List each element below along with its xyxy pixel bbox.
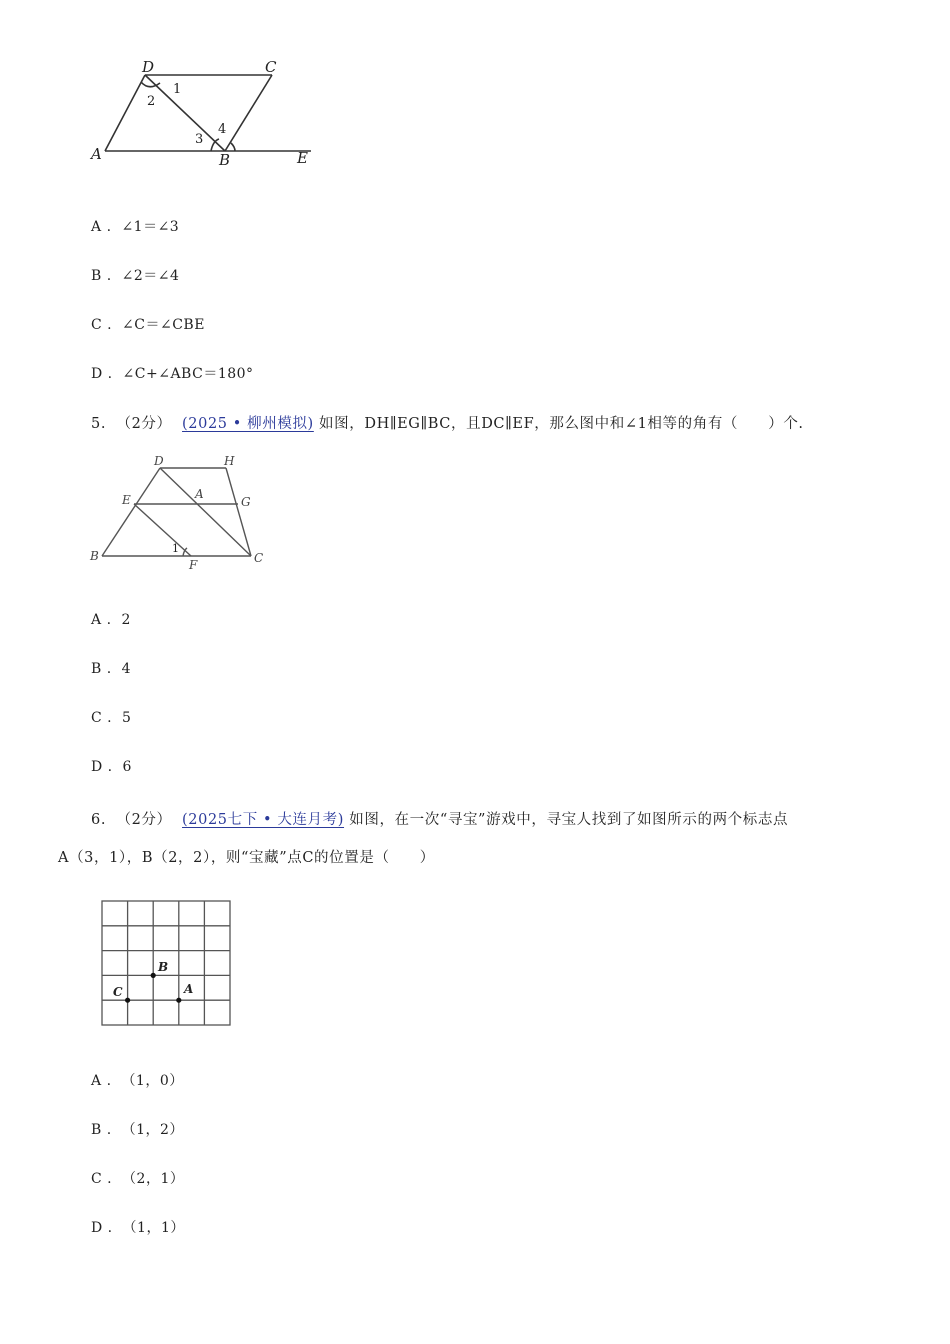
q4-figure	[85, 55, 325, 175]
q6-label-b: B	[158, 960, 169, 974]
point-b	[151, 973, 156, 978]
q5-angle-1: 1	[172, 542, 179, 555]
q5-label-f: F	[189, 558, 198, 572]
option-letter: B	[91, 1122, 102, 1138]
q6-stem-line1	[91, 808, 788, 829]
option-text: （1，1）	[122, 1220, 185, 1236]
question-number: 6.	[91, 812, 107, 828]
option-text: ∠C+∠ABC＝180°	[122, 366, 254, 382]
q4-label-b: B	[219, 151, 231, 169]
option-letter: B	[91, 661, 102, 677]
option-text: （1，0）	[121, 1073, 184, 1089]
question-text: A（3，1），B（2，2），则“宝藏”点C的位置是（ ）	[58, 850, 435, 866]
q6-grid-figure	[96, 895, 236, 1031]
q5-label-b: B	[90, 549, 99, 563]
q5-label-h: H	[224, 454, 235, 468]
option-text: 2	[121, 612, 131, 628]
q4-option-c[interactable]: C . ∠C＝∠CBE	[91, 317, 205, 333]
q6-label-a: A	[184, 982, 194, 996]
option-letter: A	[91, 1073, 102, 1089]
question-score: （2分）	[116, 812, 172, 828]
q4-label-d: D	[142, 58, 155, 76]
question-text: 如图，在一次“寻宝”游戏中，寻宝人找到了如图所示的两个标志点	[349, 812, 789, 828]
q4-angle-2: 2	[147, 94, 156, 109]
q5-label-d: D	[154, 454, 164, 468]
option-text: （1，2）	[121, 1122, 184, 1138]
q5-option-a[interactable]: A . 2	[91, 612, 131, 628]
q4-label-e: E	[297, 149, 308, 167]
option-text: （2，1）	[122, 1171, 185, 1187]
q4-angle-4: 4	[218, 122, 227, 137]
option-letter: D	[91, 366, 103, 382]
option-text: ∠C＝∠CBE	[122, 317, 205, 333]
q5-figure	[88, 452, 273, 574]
q6-option-d[interactable]: D . （1，1）	[91, 1220, 185, 1236]
option-letter: C	[91, 1171, 103, 1187]
option-letter: B	[91, 268, 102, 284]
option-text: ∠2＝∠4	[121, 268, 180, 284]
option-text: 6	[122, 759, 132, 775]
q5-label-e: E	[122, 493, 131, 507]
q5-label-g: G	[241, 495, 251, 509]
question-source-link[interactable]: (2025 • 柳州模拟)	[182, 416, 314, 432]
option-text: 4	[121, 661, 132, 677]
q5-option-c[interactable]: C . 5	[91, 710, 132, 726]
q5-option-d[interactable]: D . 6	[91, 759, 132, 775]
question-source-link[interactable]: (2025七下 • 大连月考)	[182, 812, 345, 828]
option-letter: D	[91, 1220, 103, 1236]
q4-angle-3: 3	[195, 132, 204, 147]
question-text: 如图，DH∥EG∥BC，且DC∥EF，那么图中和∠1相等的角有（ ）个.	[319, 416, 804, 432]
q4-option-a[interactable]: A . ∠1＝∠3	[91, 219, 180, 235]
q5-stem	[91, 412, 804, 433]
option-letter: C	[91, 710, 103, 726]
q4-angle-1: 1	[173, 82, 182, 97]
q6-label-c: C	[113, 985, 123, 999]
q6-option-c[interactable]: C . （2，1）	[91, 1171, 185, 1187]
q4-option-d[interactable]: D . ∠C+∠ABC＝180°	[91, 366, 254, 382]
q6-option-b[interactable]: B . （1，2）	[91, 1122, 184, 1138]
point-a	[176, 998, 181, 1003]
q5-label-c: C	[254, 551, 264, 565]
option-text: 5	[122, 710, 132, 726]
question-number: 5.	[91, 416, 107, 432]
q4-option-b[interactable]: B . ∠2＝∠4	[91, 268, 180, 284]
q6-stem-line2	[58, 846, 435, 867]
option-letter: D	[91, 759, 103, 775]
option-letter: C	[91, 317, 103, 333]
option-letter: A	[91, 219, 102, 235]
q5-option-b[interactable]: B . 4	[91, 661, 132, 677]
q4-label-c: C	[265, 58, 277, 76]
question-score: （2分）	[116, 416, 172, 432]
point-c	[125, 998, 130, 1003]
option-letter: A	[91, 612, 102, 628]
q6-option-a[interactable]: A . （1，0）	[91, 1073, 184, 1089]
q4-label-a: A	[91, 145, 102, 163]
q5-label-a: A	[195, 487, 204, 501]
option-text: ∠1＝∠3	[121, 219, 180, 235]
